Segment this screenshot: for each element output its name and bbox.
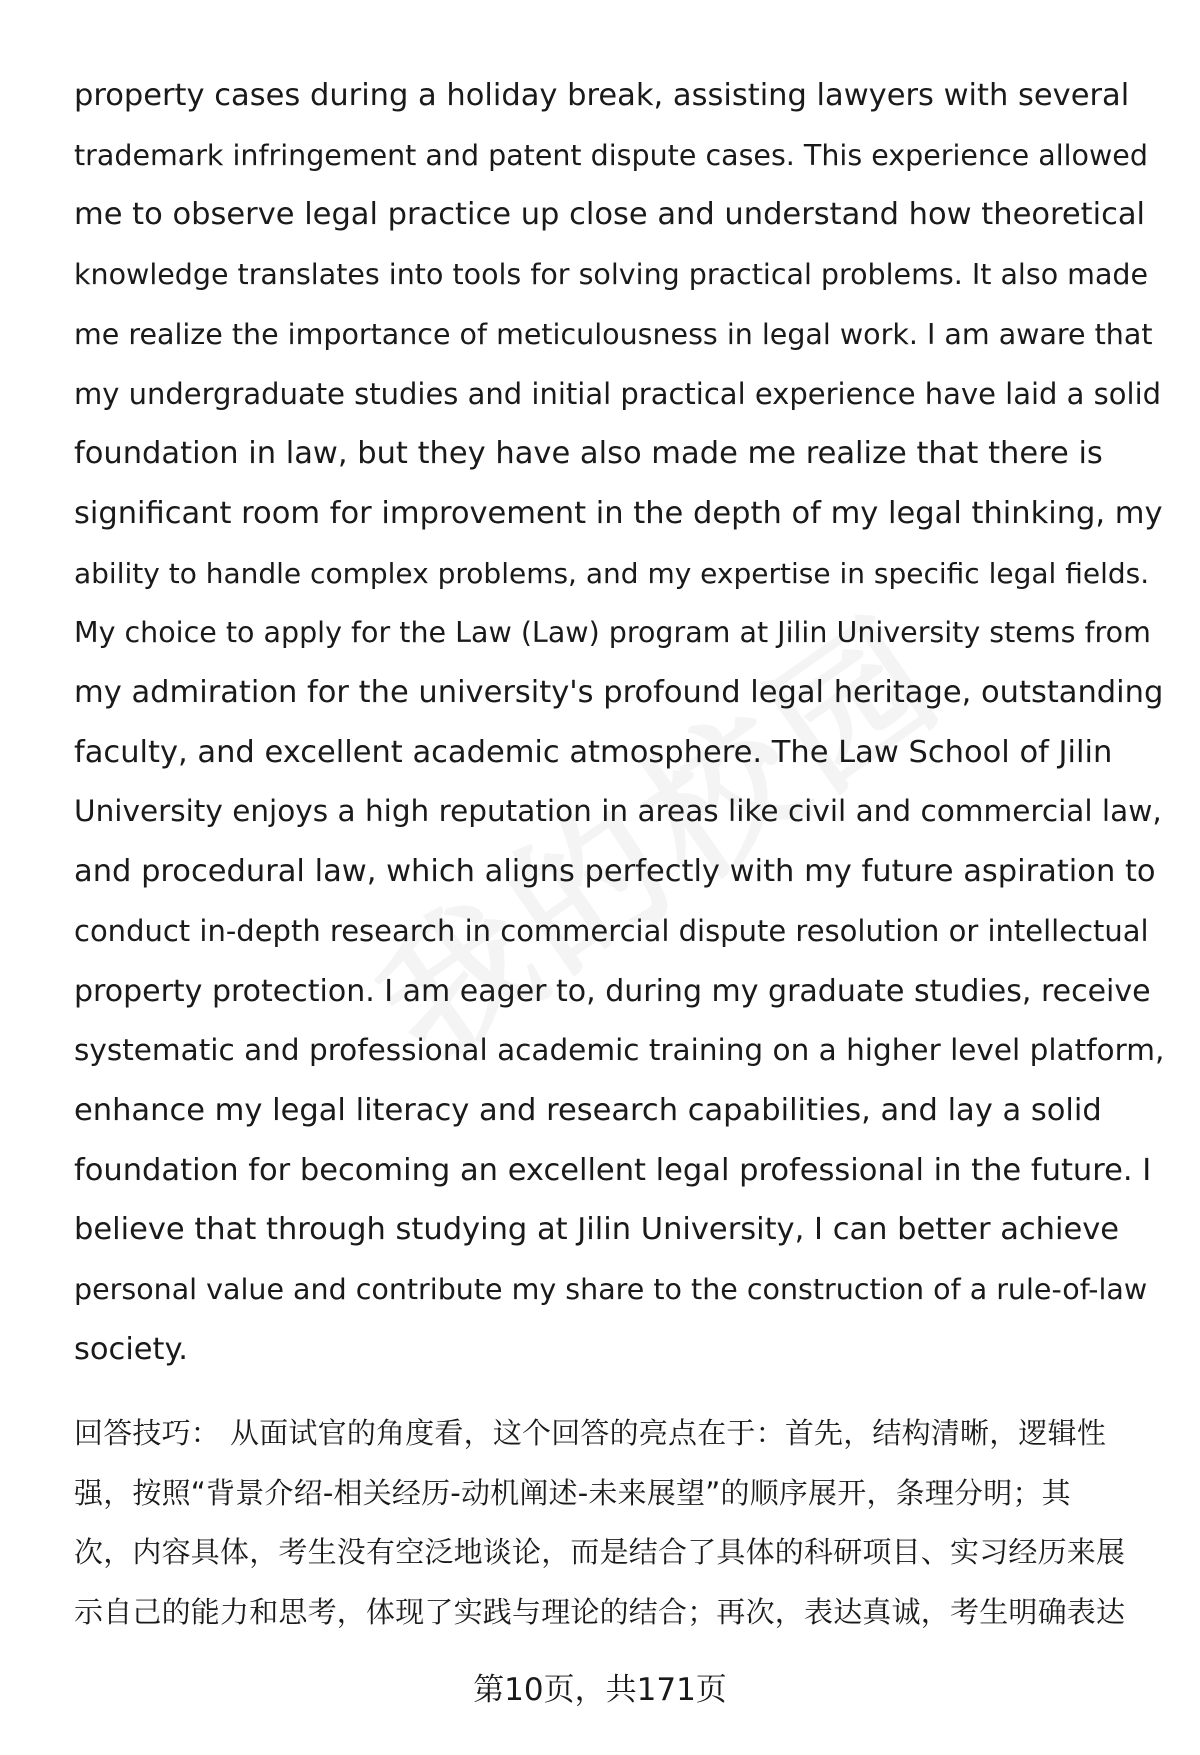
body-line: property protection. I am eager to, during my graduate studies, receive [74,973,1151,1009]
body-line: enhance my legal literacy and research capabilities, and lay a solid [74,1092,1102,1128]
body-line: and procedural law, which aligns perfectly with my future aspiration to [74,854,1156,890]
body-line: trademark infringement and patent dispute cases. This experience allowed [74,138,1148,172]
body-line: property cases during a holiday break, assisting lawyers with several [74,78,1130,113]
body-line: conduct in-depth research in commercial dispute resolution or intellectual [74,913,1149,948]
answer-tips-section [74,1404,1164,1642]
body-line: faculty, and excellent academic atmosphere. The Law School of Jilin [74,734,1113,770]
body-line: personal value and contribute my share to the construction of a rule-of-law [74,1273,1148,1307]
body-line: My choice to apply for the Law (Law) program at Jilin University stems from [74,616,1151,650]
tips-label: 回答技巧： [74,1416,221,1450]
body-line: foundation in law, but they have also made me realize that there is [74,436,1103,472]
page-number-footer: 第10页，共171页 [473,1672,727,1708]
body-line: foundation for becoming an excellent legal professional in the future. I [74,1152,1152,1188]
tips-line: 强，按照“背景介绍-相关经历-动机阐述-未来展望”的顺序展开，条理分明；其 [74,1475,1071,1510]
body-line: systematic and professional academic training on a higher level platform, [74,1033,1165,1068]
body-line: believe that through studying at Jilin University, I can better achieve [74,1212,1120,1248]
body-line: ability to handle complex problems, and my expertise in specific legal fields. [74,556,1150,590]
tips-line: 示自己的能力和思考，体现了实践与理论的结合；再次，表达真诚，考生明确表达 [74,1594,1126,1629]
body-line: my undergraduate studies and initial practical experience have laid a solid [74,376,1162,411]
body-line: me to observe legal practice up close and understand how theoretical [74,197,1145,233]
body-line: knowledge translates into tools for solving practical problems. It also made [74,258,1149,292]
tips-text: 从面试官的角度看，这个回答的亮点在于：首先，结构清晰，逻辑性 [230,1416,1107,1450]
body-line: me realize the importance of meticulousness in legal work. I am aware that [74,317,1153,351]
body-line: significant room for improvement in the depth of my legal thinking, my [74,495,1163,531]
tips-line [74,1404,1164,1464]
body-paragraph [74,66,1164,1379]
body-line: my admiration for the university's profound legal heritage, outstanding [74,675,1164,711]
body-line: society. [74,1331,188,1367]
body-line: University enjoys a high reputation in areas like civil and commercial law, [74,794,1162,829]
tips-line: 次，内容具体，考生没有空泛地谈论，而是结合了具体的科研项目、实习经历来展 [74,1535,1126,1569]
